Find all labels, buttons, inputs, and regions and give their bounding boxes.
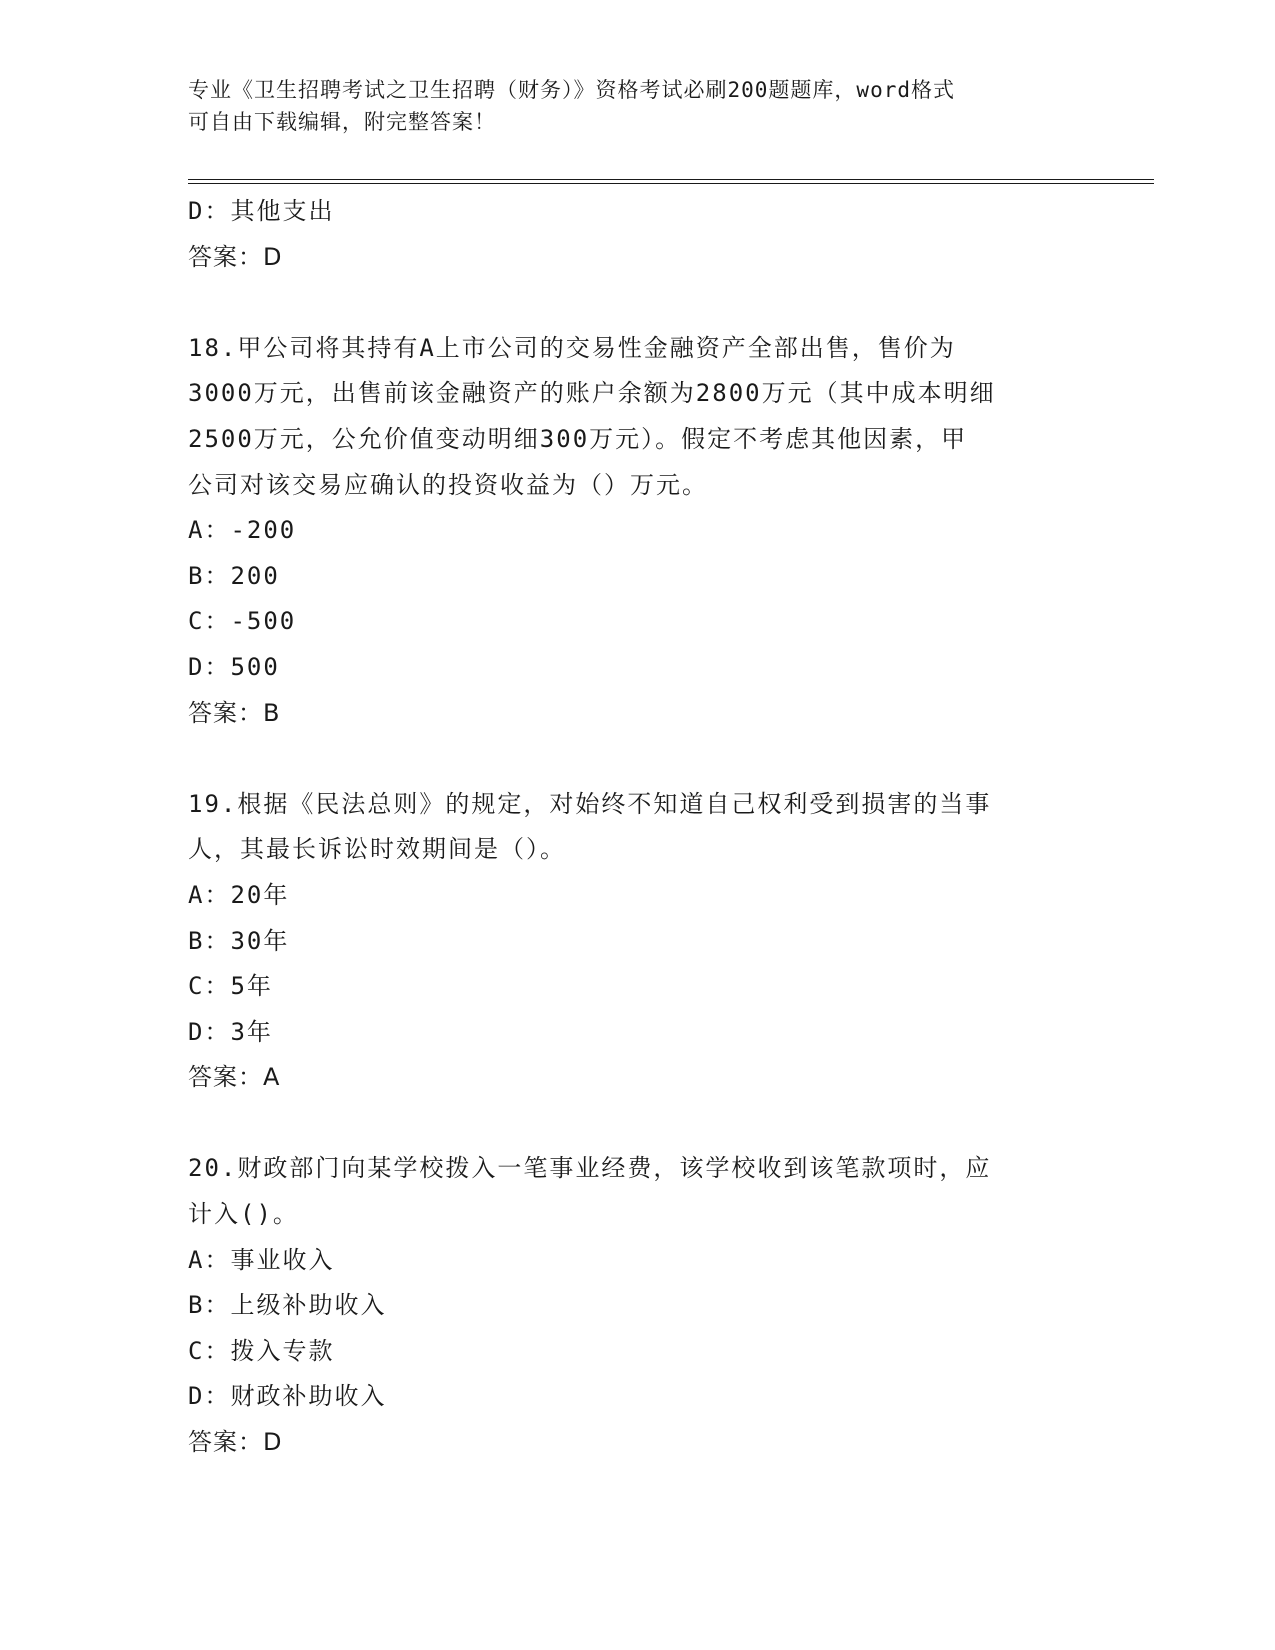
document-header [188, 74, 1088, 138]
question-stem-line: 公司对该交易应确认的投资收益为（）万元。 [188, 470, 708, 499]
spacer [188, 1101, 1088, 1147]
answer-line: 答案：D [188, 242, 283, 271]
question-stem-line: 3000万元，出售前该金融资产的账户余额为2800万元（其中成本明细 [188, 379, 996, 408]
question-19 [188, 782, 1088, 1101]
answer-line: 答案：A [188, 1063, 281, 1092]
option-b: B：30年 [188, 926, 290, 955]
question-stem-line: 20.财政部门向某学校拨入一笔事业经费，该学校收到该笔款项时，应 [188, 1154, 992, 1183]
option-d: D：财政补助收入 [188, 1382, 387, 1411]
option-c: C：5年 [188, 972, 273, 1001]
option-a: A：事业收入 [188, 1245, 335, 1274]
previous-question-tail [188, 189, 1088, 280]
question-stem-line: 18.甲公司将其持有A上市公司的交易性金融资产全部出售，售价为 [188, 333, 956, 362]
question-stem-line: 人，其最长诉讼时效期间是（）。 [188, 835, 566, 864]
spacer [188, 736, 1088, 782]
question-18 [188, 326, 1088, 736]
header-line-1: 专业《卫生招聘考试之卫生招聘（财务）》资格考试必刷200题题库，word格式 [188, 78, 955, 102]
option-d: D：其他支出 [188, 197, 335, 225]
question-20 [188, 1146, 1088, 1465]
option-a: A：20年 [188, 880, 290, 909]
option-d: D：3年 [188, 1017, 273, 1046]
option-c: C：拨入专款 [188, 1336, 335, 1365]
option-a: A：-200 [188, 516, 297, 545]
option-d: D：500 [188, 652, 280, 681]
option-b: B：200 [188, 561, 280, 590]
header-divider-top [188, 179, 1154, 180]
question-stem-line: 2500万元，公允价值变动明细300万元）。假定不考虑其他因素，甲 [188, 424, 968, 453]
answer-line: 答案：B [188, 698, 281, 727]
spacer [188, 280, 1088, 326]
question-stem-line: 计入()。 [188, 1200, 299, 1229]
header-line-2: 可自由下载编辑，附完整答案！ [188, 110, 496, 134]
option-c: C：-500 [188, 607, 297, 636]
option-b: B：上级补助收入 [188, 1291, 387, 1320]
header-divider-bottom [188, 183, 1154, 184]
answer-line: 答案：D [188, 1428, 283, 1457]
question-stem-line: 19.根据《民法总则》的规定，对始终不知道自己权利受到损害的当事 [188, 789, 992, 818]
document-body [188, 189, 1088, 1466]
